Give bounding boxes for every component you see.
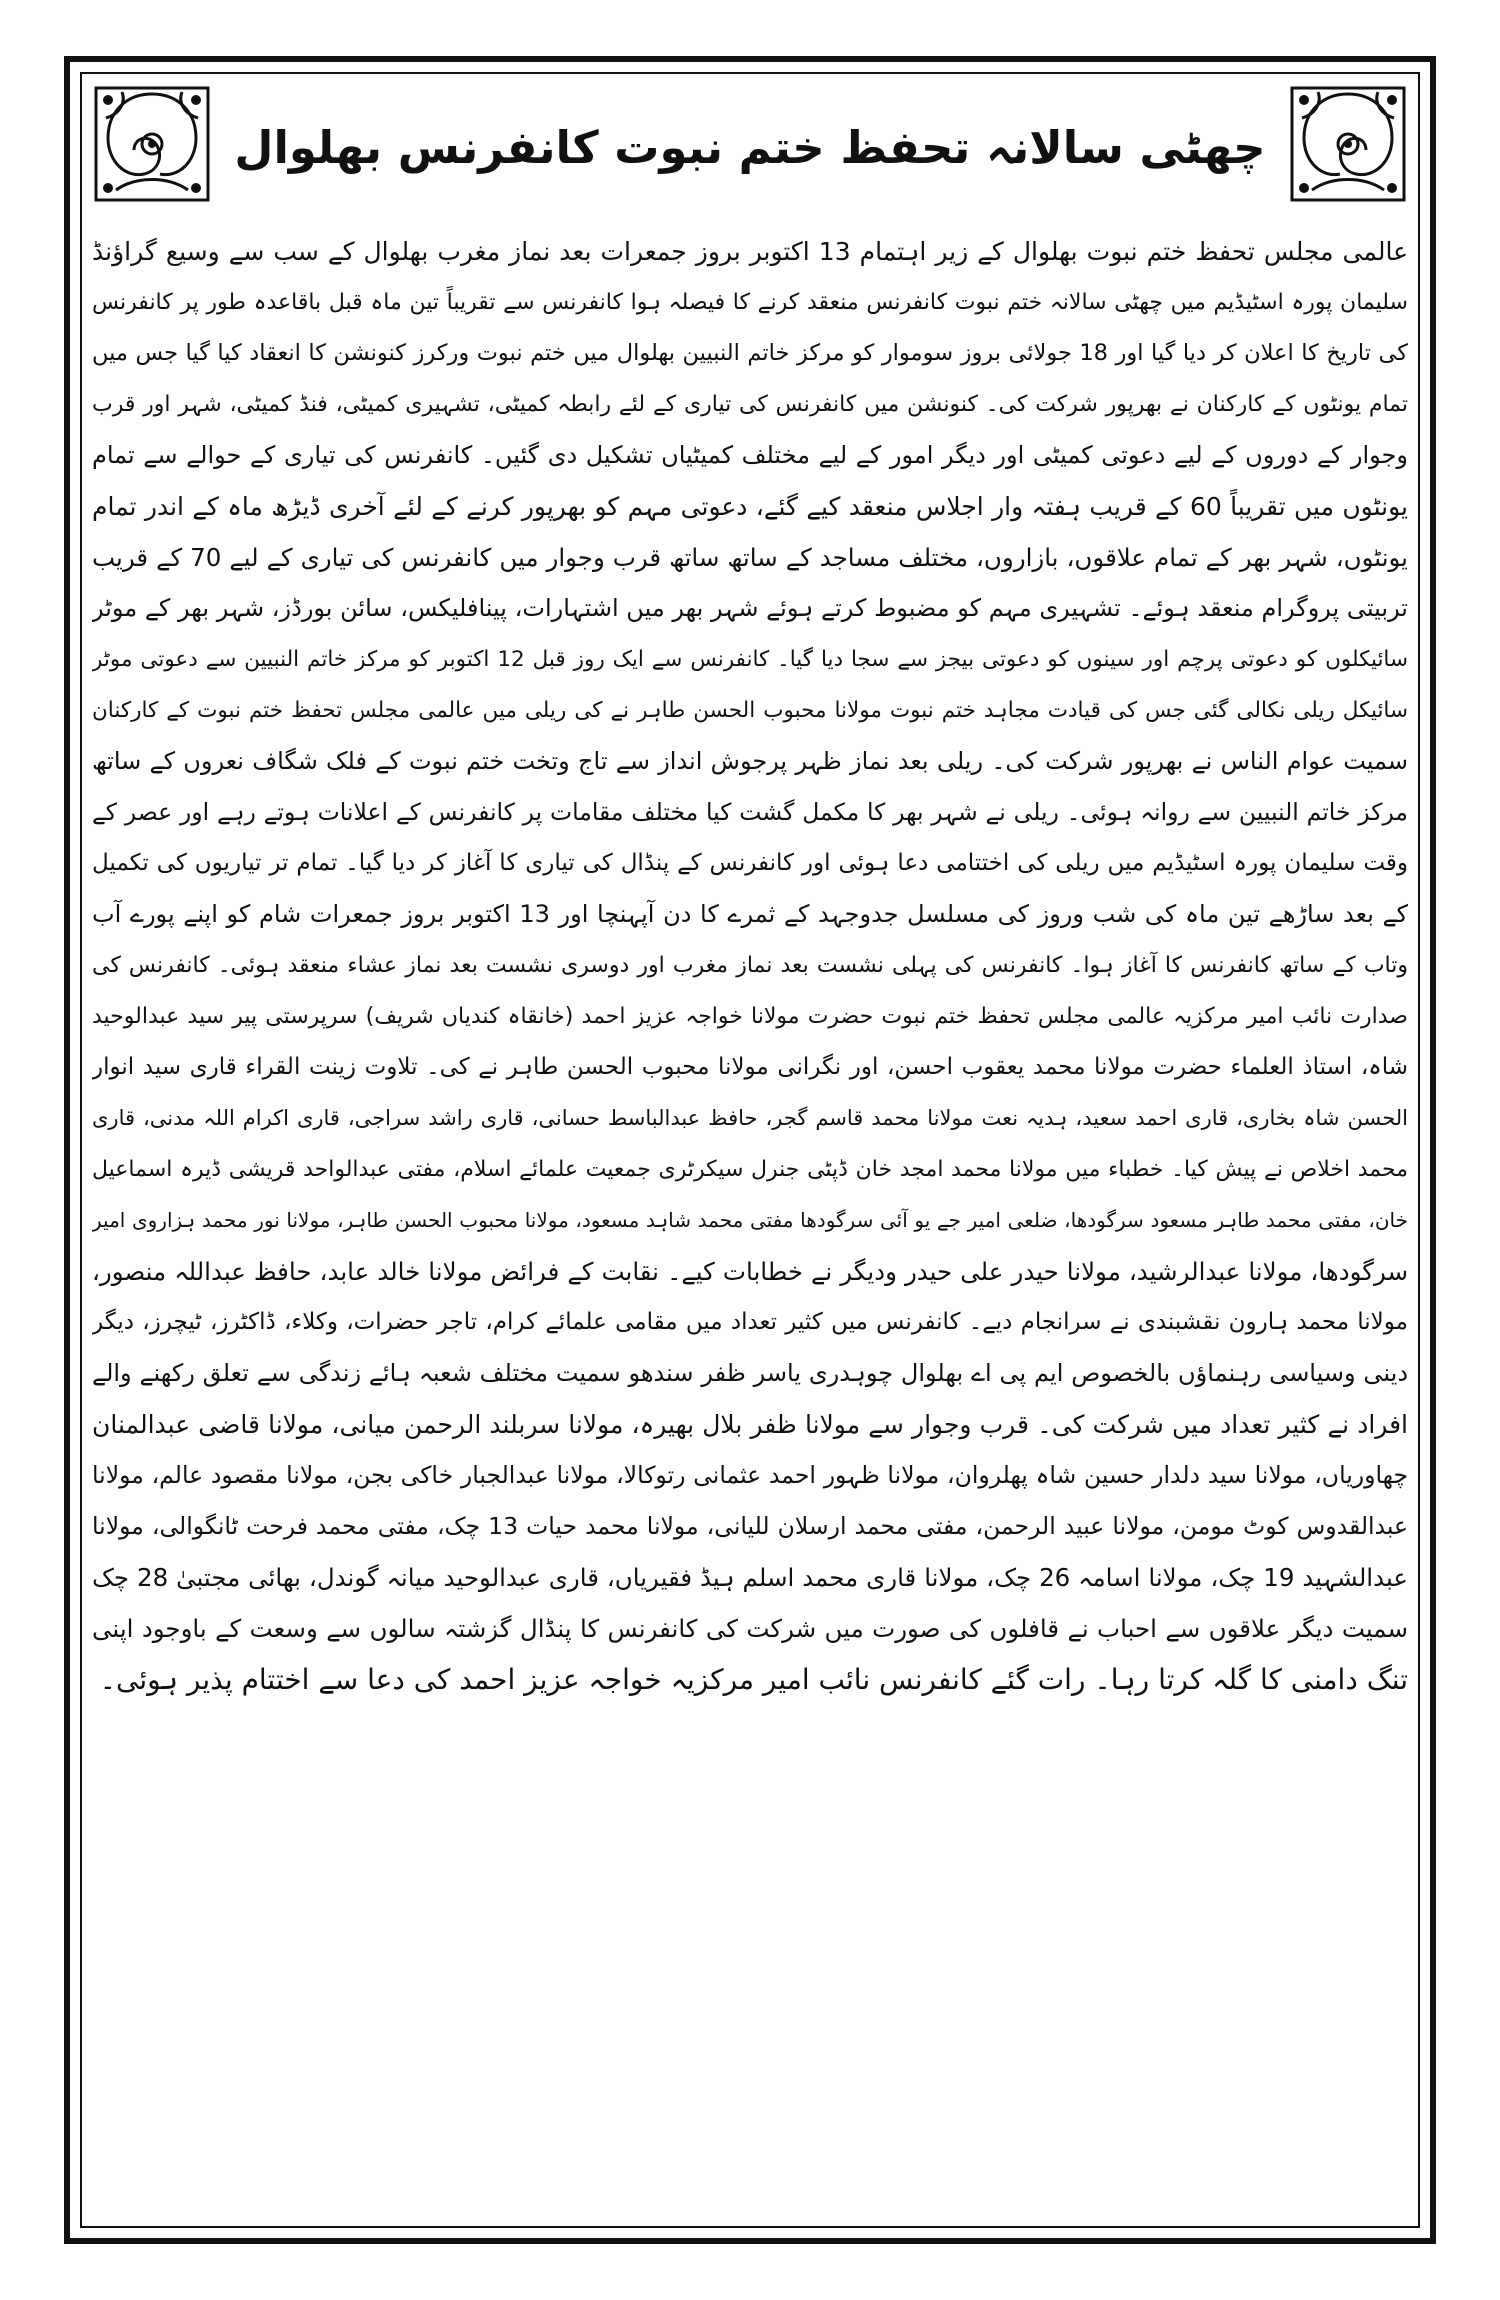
article-line: سرگودھا، مولانا عبدالرشید، مولانا حیدر علی حیدر ودیگر نے خطابات کیے۔ نقابت کے فرائض مولانا خالد عابد، حافظ عبداللہ منصور، [92, 1257, 1408, 1286]
article-line: عبدالقدوس کوٹ مومن، مولانا عبید الرحمن، مفتی محمد ارسلان للیانی، مولانا محمد حیات 13 چک، مفتی محمد فرحت ٹانگوالی، مولانا [92, 1512, 1408, 1540]
article-line: افراد نے کثیر تعداد میں شرکت کی۔ قرب وجوار سے مولانا ظفر بلال بھیرہ، مولانا سربلند الرحمن میانی، مولانا قاضی عبدالمنان [92, 1410, 1408, 1439]
article-line: سائیکلوں کو دعوتی پرچم اور سینوں کو دعوتی بیجز سے سجا دیا گیا۔ کانفرنس سے ایک روز قبل 12 اکتوبر کو مرکز خاتم النبیین سے دعوتی موٹر [92, 647, 1408, 672]
article-line: سائیکل ریلی نکالی گئی جس کی قیادت مجاہد ختم نبوت مولانا محبوب الحسن طاہر نے کی ریلی میں عالمی مجلس تحفظ ختم نبوت کے کارکنان [92, 698, 1408, 723]
article-line: سلیمان پورہ اسٹیڈیم میں چھٹی سالانہ ختم نبوت کانفرنس منعقد کرنے کا فیصلہ ہوا کانفرنس سے تقریباً تین ماہ قبل باقاعدہ طور پر کانفرنس [92, 290, 1408, 315]
article-line: سمیت دیگر علاقوں سے احباب نے قافلوں کی صورت میں شرکت کی کانفرنس کا پنڈال گزشتہ سالوں سے وسعت کے باوجود اپنی [92, 1614, 1408, 1643]
article-line: یونٹوں میں تقریباً 60 کے قریب ہفتہ وار اجلاس منعقد کیے گئے، دعوتی مہم کو بھرپور کرنے کے لئے آخری ڈیڑھ ماہ کے اندر تمام [92, 492, 1408, 521]
article-line: یونٹوں، شہر بھر کے تمام علاقوں، بازاروں، مختلف مساجد کے ساتھ ساتھ قرب وجوار میں کانفرنس کی تیاری کے لیے 70 کے قریب [92, 543, 1408, 572]
article-line: کی تاریخ کا اعلان کر دیا گیا اور 18 جولائی بروز سوموار کو مرکز خاتم النبیین بھلوال میں ختم نبوت ورکرز کنونشن کا انعقاد کیا گیا جس میں [92, 340, 1408, 366]
article-line: وتاب کے ساتھ کانفرنس کا آغاز ہوا۔ کانفرنس کی پہلی نشست بعد نماز مغرب اور دوسری نشست بعد نماز عشاء منعقد ہوئی۔ کانفرنس کی [92, 953, 1408, 978]
article-line: مرکز خاتم النبیین سے روانہ ہوئی۔ ریلی نے شہر بھر کا مکمل گشت کیا مختلف مقامات پر کانفرنس کے اعلانات ہوتے رہے اور عصر کے [92, 798, 1408, 826]
article-line: وجوار کے دوروں کے لیے دعوتی کمیٹی اور دیگر امور کے لیے مختلف کمیٹیاں تشکیل دی گئیں۔ کانفرنس کی تیاری کے حوالے سے تمام [92, 441, 1408, 469]
article-line: تمام یونٹوں کے کارکنان نے بھرپور شرکت کی۔ کنونشن میں کانفرنس کی تیاری کے لئے رابطہ کمیٹی، تشہیری کمیٹی، فنڈ کمیٹی، شہر اور قرب [92, 392, 1408, 417]
article-line: تربیتی پروگرام منعقد ہوئے۔ تشہیری مہم کو مضبوط کرتے ہوئے شہر بھر میں اشتہارات، پینافلیکس، سائن بورڈز، شہر بھر کے موٹر [92, 594, 1408, 622]
article-line: عالمی مجلس تحفظ ختم نبوت بھلوال کے زیر اہتمام 13 اکتوبر بروز جمعرات بعد نماز مغرب بھلوال کے سب سے وسیع گراؤنڈ [92, 237, 1408, 266]
article-line: عبدالشہید 19 چک، مولانا اسامہ 26 چک، مولانا قاری محمد اسلم ہیڈ فقیریاں، قاری عبدالوحید میانہ گوندل، بھائی مجتبیٰ 28 چک [92, 1563, 1408, 1592]
article-line: الحسن شاہ بخاری، قاری احمد سعید، ہدیہ نعت مولانا محمد قاسم گجر، حافظ عبدالباسط حسانی، قاری راشد سراجی، قاری اکرام اللہ مدنی، قاری [92, 1106, 1408, 1130]
article-line: صدارت نائب امیر مرکزیہ عالمی مجلس تحفظ ختم نبوت حضرت مولانا خواجہ عزیز احمد (خانقاہ کندیاں شریف) سرپرستی پیر سید عبدالوحید [92, 1004, 1408, 1029]
article-line: خان، مفتی محمد طاہر مسعود سرگودھا، ضلعی امیر جے یو آئی سرگودھا مفتی محمد شاہد مسعود، مولانا محبوب الحسن طاہر، مولانا نور محمد ہزاروی امیر [92, 1208, 1408, 1232]
article-line: وقت سلیمان پورہ اسٹیڈیم میں ریلی کی اختتامی دعا ہوئی اور کانفرنس کے پنڈال کی تیاری کا آغاز کر دیا گیا۔ تمام تر تیاریوں کی تکمیل [92, 850, 1408, 876]
article-line: سمیت عوام الناس نے بھرپور شرکت کی۔ ریلی بعد نماز ظہر پرجوش انداز سے تاج وتخت ختم نبوت کے فلک شگاف نعروں کے ساتھ [92, 747, 1408, 775]
article-line: کے بعد ساڑھے تین ماہ کی شب وروز کی مسلسل جدوجہد کے ثمرے کا دن آپہنچا اور 13 اکتوبر بروز جمعرات شام کو اپنے پورے آب [92, 900, 1408, 928]
article-body [92, 226, 1408, 1705]
article-line: دینی وسیاسی رہنماؤں بالخصوص ایم پی اے بھلوال چوہدری یاسر ظفر سندھو سمیت مختلف شعبہ ہائے زندگی سے تعلق رکھنے والے [92, 1359, 1408, 1387]
article-line: شاہ، استاذ العلماء حضرت مولانا محمد یعقوب احسن، اور نگرانی مولانا محبوب الحسن طاہر نے کی۔ تلاوت زینت القراء قاری سید انوار [92, 1054, 1408, 1080]
corner-ornament-icon [1282, 78, 1414, 210]
corner-ornament-icon [86, 78, 218, 210]
headline: چھٹی سالانہ تحفظ ختم نبوت کانفرنس بھلوال [234, 120, 1266, 174]
article-line: تنگ دامنی کا گلہ کرتا رہا۔ رات گئے کانفرنس نائب امیر مرکزیہ خواجہ عزیز احمد کی دعا سے اختتام پذیر ہوئی۔ [99, 1663, 1408, 1696]
article-line: مولانا محمد ہارون نقشبندی نے سرانجام دیے۔ کانفرنس میں کثیر تعداد میں مقامی علمائے کرام، تاجر حضرات، وکلاء، ڈاکٹرز، ٹیچرز، دیگر [92, 1309, 1408, 1335]
article-line: چھاوریاں، مولانا سید دلدار حسین شاہ پھلروان، مولانا ظہور احمد عثمانی رتوکالا، مولانا عبدالجبار خاکی بجن، مولانا مقصود عالم، مولانا [92, 1461, 1408, 1489]
article-line: محمد اخلاص نے پیش کیا۔ خطباء میں مولانا محمد امجد خان ڈپٹی جنرل سیکرٹری جمعیت علمائے اسلام، مفتی عبدالواحد قریشی ڈیرہ اسماعیل [92, 1157, 1408, 1182]
